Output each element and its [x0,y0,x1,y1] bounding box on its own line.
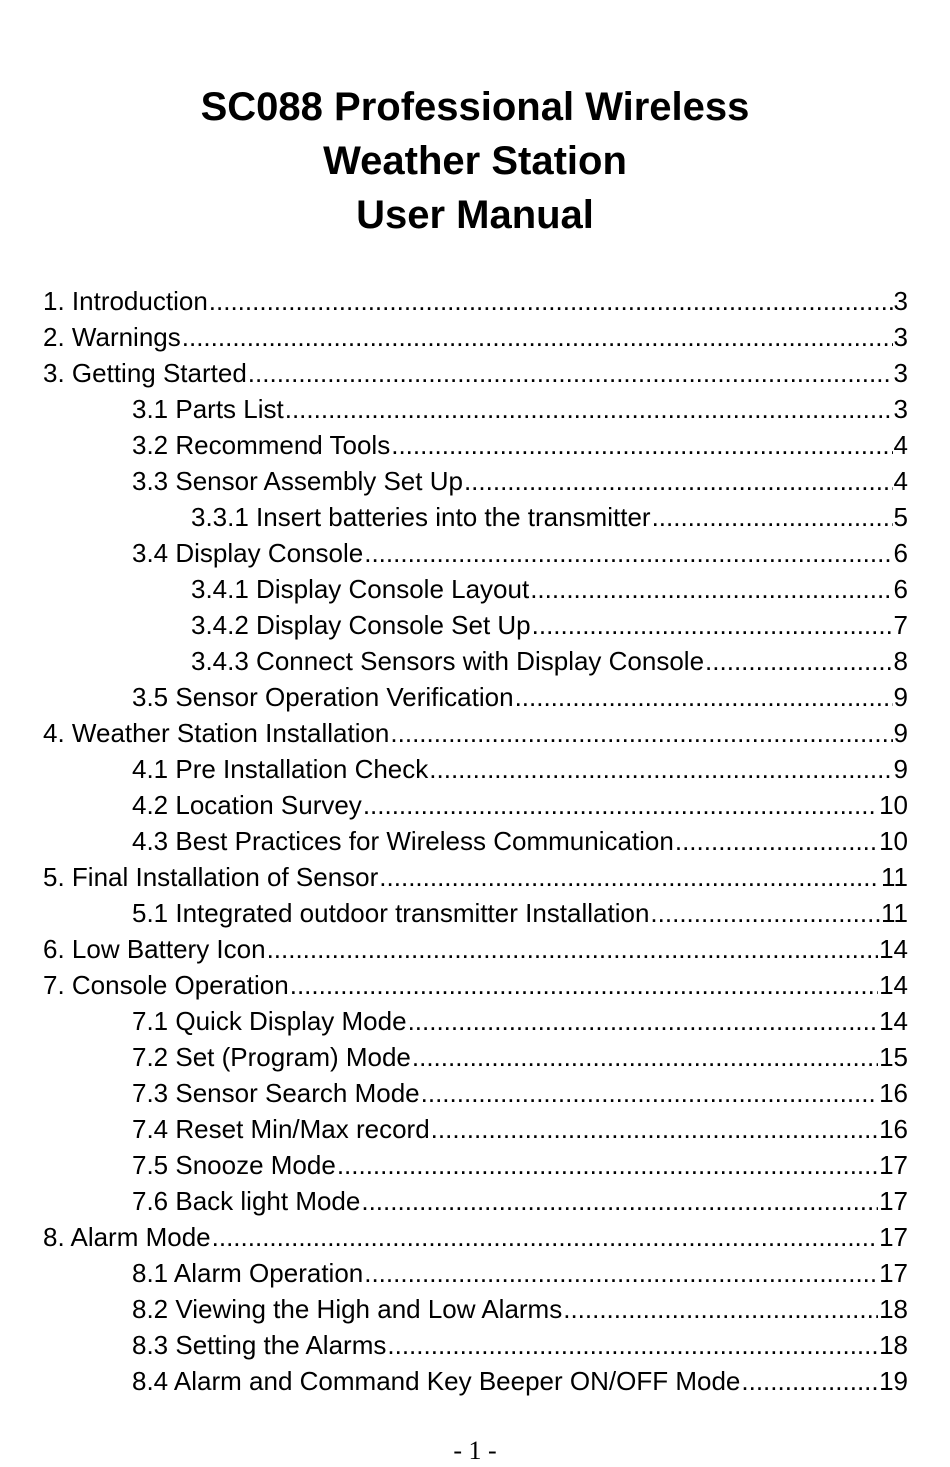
toc-entry-page: 5 [893,502,908,532]
toc-entry-4-2[interactable] [132,787,908,823]
toc-entry-page: 6 [893,538,908,568]
toc-entry-8[interactable] [43,1219,908,1255]
toc-entry-page: 7 [893,610,908,640]
toc-leader-dots [412,1039,878,1075]
toc-leader-dots [387,1327,878,1363]
toc-entry-page: 10 [879,826,908,856]
toc-entry-page: 6 [893,574,908,604]
toc-leader-dots [408,1003,879,1039]
toc-entry-page: 14 [879,934,908,964]
toc-entry-page: 4 [893,430,908,460]
toc-leader-dots [267,931,879,967]
toc-leader-dots [364,1255,878,1291]
toc-entry-label: 7.3 Sensor Search Mode [132,1078,420,1108]
toc-entry-label: 5.1 Integrated outdoor transmitter Installation [132,898,650,928]
toc-entry-label: 3.4.2 Display Console Set Up [191,610,531,640]
toc-entry-page: 18 [879,1330,908,1360]
toc-entry-4-3[interactable] [132,823,908,859]
toc-entry-page: 3 [893,358,908,388]
toc-leader-dots [337,1147,878,1183]
toc-leader-dots [429,751,892,787]
toc-leader-dots [530,571,892,607]
toc-leader-dots [364,535,892,571]
document-title [0,80,950,242]
title-line-3: User Manual [356,193,594,237]
toc-entry-label: 8.3 Setting the Alarms [132,1330,387,1360]
toc-entry-label: 1. Introduction [43,286,208,316]
toc-entry-label: 6. Low Battery Icon [43,934,266,964]
toc-entry-3-2[interactable] [132,427,908,463]
toc-leader-dots [515,679,893,715]
toc-leader-dots [675,823,878,859]
toc-entry-8-4[interactable] [132,1363,908,1399]
toc-entry-page: 17 [879,1258,908,1288]
toc-entry-page: 17 [879,1150,908,1180]
toc-entry-label: 2. Warnings [43,322,181,352]
toc-leader-dots [741,1363,878,1399]
toc-leader-dots [212,1219,878,1255]
toc-entry-label: 3.4.1 Display Console Layout [191,574,530,604]
toc-entry-page: 9 [893,682,908,712]
toc-entry-3-1[interactable] [132,391,908,427]
toc-entry-7-6[interactable] [132,1183,908,1219]
toc-entry-7[interactable] [43,967,908,1003]
toc-entry-page: 10 [879,790,908,820]
toc-entry-page: 17 [879,1222,908,1252]
toc-entry-page: 18 [879,1294,908,1324]
toc-entry-page: 17 [879,1186,908,1216]
toc-entry-label: 4.3 Best Practices for Wireless Communication [132,826,674,856]
toc-leader-dots [421,1075,878,1111]
toc-entry-label: 7.1 Quick Display Mode [132,1006,407,1036]
toc-entry-label: 8. Alarm Mode [43,1222,211,1252]
toc-entry-page: 16 [879,1114,908,1144]
toc-leader-dots [431,1111,878,1147]
toc-entry-7-2[interactable] [132,1039,908,1075]
toc-entry-7-3[interactable] [132,1075,908,1111]
toc-leader-dots [248,355,893,391]
toc-entry-label: 8.4 Alarm and Command Key Beeper ON/OFF Mode [132,1366,741,1396]
title-line-2: Weather Station [323,139,627,183]
toc-entry-page: 3 [893,394,908,424]
toc-leader-dots [390,715,892,751]
toc-entry-page: 14 [879,1006,908,1036]
toc-entry-4[interactable] [43,715,908,751]
toc-leader-dots [464,463,893,499]
toc-entry-page: 11 [881,898,908,928]
toc-entry-3-5[interactable] [132,679,908,715]
toc-entry-7-1[interactable] [132,1003,908,1039]
toc-entry-label: 7.4 Reset Min/Max record [132,1114,430,1144]
toc-entry-label: 8.2 Viewing the High and Low Alarms [132,1294,563,1324]
toc-entry-8-3[interactable] [132,1327,908,1363]
toc-entry-label: 7.2 Set (Program) Mode [132,1042,411,1072]
toc-entry-label: 3.2 Recommend Tools [132,430,391,460]
toc-leader-dots [209,283,893,319]
toc-leader-dots [705,643,892,679]
toc-entry-3-4[interactable] [132,535,908,571]
toc-entry-3-3[interactable] [132,463,908,499]
toc-entry-label: 3.4.3 Connect Sensors with Display Console [191,646,705,676]
toc-entry-page: 11 [881,862,908,892]
toc-leader-dots [290,967,878,1003]
toc-leader-dots [391,427,892,463]
page-number: - 1 - [453,1436,497,1465]
toc-entry-3-4-2[interactable] [191,607,908,643]
toc-entry-label: 4.2 Location Survey [132,790,362,820]
toc-entry-3[interactable] [43,355,908,391]
toc-entry-label: 3.4 Display Console [132,538,364,568]
toc-entry-6[interactable] [43,931,908,967]
toc-entry-label: 4.1 Pre Installation Check [132,754,429,784]
toc-leader-dots [650,895,880,931]
toc-entry-3-3-1[interactable] [191,499,908,535]
toc-entry-7-5[interactable] [132,1147,908,1183]
toc-leader-dots [379,859,880,895]
toc-entry-page: 3 [893,322,908,352]
toc-entry-label: 3. Getting Started [43,358,247,388]
toc-entry-label: 7. Console Operation [43,970,289,1000]
toc-leader-dots [563,1291,878,1327]
toc-entry-page: 15 [879,1042,908,1072]
toc-entry-label: 7.6 Back light Mode [132,1186,361,1216]
toc-entry-label: 5. Final Installation of Sensor [43,862,379,892]
toc-entry-3-4-3[interactable] [191,643,908,679]
toc-entry-page: 9 [893,754,908,784]
toc-entry-1[interactable] [43,283,908,319]
toc-entry-label: 8.1 Alarm Operation [132,1258,364,1288]
toc-entry-page: 16 [879,1078,908,1108]
toc-leader-dots [361,1183,878,1219]
toc-leader-dots [652,499,893,535]
toc-entry-7-4[interactable] [132,1111,908,1147]
toc-leader-dots [285,391,893,427]
toc-entry-label: 3.3 Sensor Assembly Set Up [132,466,463,496]
toc-entry-5[interactable] [43,859,908,895]
toc-leader-dots [182,319,893,355]
toc-entry-8-2[interactable] [132,1291,908,1327]
toc-entry-label: 3.3.1 Insert batteries into the transmitter [191,502,651,532]
toc-entry-5-1[interactable] [132,895,908,931]
toc-entry-label: 3.5 Sensor Operation Verification [132,682,514,712]
toc-entry-2[interactable] [43,319,908,355]
toc-entry-page: 3 [893,286,908,316]
toc-entry-label: 7.5 Snooze Mode [132,1150,336,1180]
toc-entry-label: 4. Weather Station Installation [43,718,390,748]
toc-entry-3-4-1[interactable] [191,571,908,607]
toc-leader-dots [532,607,893,643]
toc-entry-8-1[interactable] [132,1255,908,1291]
toc-entry-page: 4 [893,466,908,496]
title-line-1: SC088 Professional Wireless [200,85,750,129]
toc-entry-4-1[interactable] [132,751,908,787]
toc-entry-page: 8 [893,646,908,676]
toc-entry-label: 3.1 Parts List [132,394,284,424]
toc-entry-page: 9 [893,718,908,748]
toc-leader-dots [363,787,878,823]
toc-entry-page: 14 [879,970,908,1000]
toc-entry-page: 19 [879,1366,908,1396]
